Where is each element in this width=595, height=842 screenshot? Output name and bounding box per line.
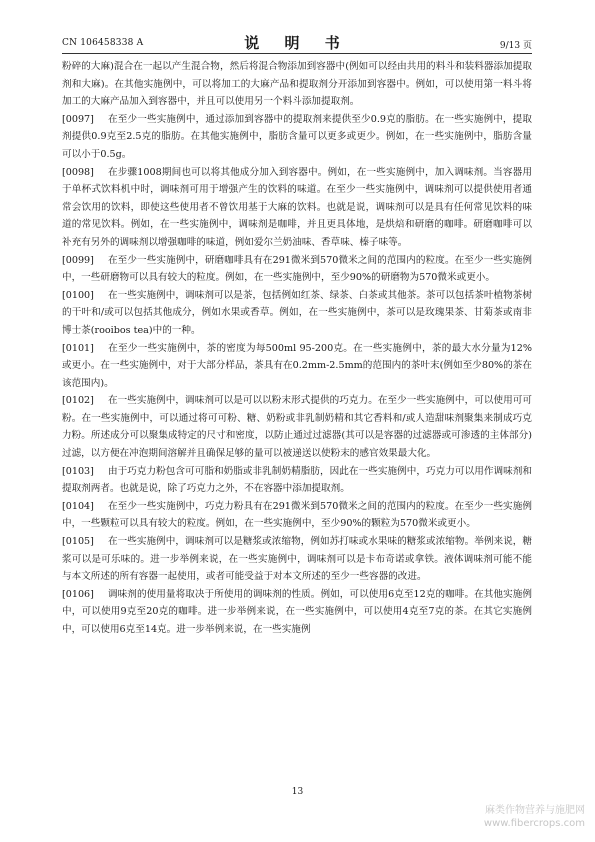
document-body bbox=[62, 58, 532, 639]
paragraph-number: [0100] bbox=[62, 289, 94, 301]
paragraph-0105 bbox=[62, 533, 532, 586]
paragraph-text: 在一些实施例中，调味剂可以是茶，包括例如红茶、绿茶、白茶或其他茶。茶可以包括茶叶植物茶树的干叶和/或可以包括其他成分，例如水果或香草。例如，在一些实施例中，茶可以是玫瑰果茶、甘菊茶或南非博士茶(rooibos tea)中的一种。 bbox=[62, 289, 532, 336]
paragraph-0102 bbox=[62, 392, 532, 462]
paragraph-0099 bbox=[62, 252, 532, 287]
paragraph-text: 在至少一些实施例中，通过添加到容器中的提取剂来提供至少0.9克的脂肪。在一些实施例中，提取剂提供0.9克至2.5克的脂肪。在其他实施例中，脂肪含量可以更多或更少。例如，在一些实施例中，脂肪含量可以小于0.5g。 bbox=[62, 113, 532, 160]
page-info: 9/13 页 bbox=[499, 41, 532, 51]
document-title: 说 明 书 bbox=[244, 34, 350, 52]
paragraph-0104 bbox=[62, 498, 532, 533]
paragraph-number: [0102] bbox=[62, 395, 94, 407]
paragraph-0103 bbox=[62, 463, 532, 498]
paragraph-text: 在至少一些实施例中，茶的密度为每500ml 95-200克。在一些实施例中，茶的最大水分量为12%或更小。在一些实施例中，对于大部分样品，茶具有在0.2mm-2.5mm的范围内的茶叶末(例如至少80%的茶在该范围内)。 bbox=[62, 342, 532, 389]
paragraph-0106 bbox=[62, 586, 532, 639]
paragraph-0097 bbox=[62, 111, 532, 164]
watermark-text: 麻类作物营养与施肥网 bbox=[485, 805, 585, 816]
paragraph-text: 在至少一些实施例中，研磨咖啡具有在291微米到570微米之间的范围内的粒度。在至少一些实施例中，一些研磨物可以具有较大的粒度。例如，在一些实施例中，至少90%的研磨物为570微米或更小。 bbox=[62, 254, 532, 284]
paragraph-number: [0097] bbox=[62, 113, 94, 125]
paragraph-text: 在一些实施例中，调味剂可以是糖浆或浓缩物，例如苏打味或水果味的糖浆或浓缩物。举例来说，糖浆可以是可乐味的。进一步举例来说，在一些实施例中，调味剂可以是卡布奇诺或拿铁。液体调味剂可能不能与本文所述的所有容器一起使用，或者可能受益于对本文所述的至少一些容器的改进。 bbox=[62, 536, 532, 583]
paragraph-number: [0101] bbox=[62, 342, 94, 354]
paragraph-text: 在步骤1008期间也可以将其他成分加入到容器中。例如，在一些实施例中，加入调味剂。当容器用于单杯式饮料机中时，调味剂可用于增强产生的饮料的味道。在至少一些实施例中，调味剂可以提供使用者通常会饮用的饮料，即使这些使用者不曾饮用基于大麻的饮料。也就是说，调味剂可以是具有任何常见饮料的味道的常见饮料。例如，在一些实施例中，调味剂是咖啡，并且更具体地，是烘焙和研磨的咖啡。研磨咖啡可以补充有另外的调味剂以增强咖啡的味道，例如爱尔兰奶油味、香草味、榛子味等。 bbox=[62, 166, 532, 248]
page-header bbox=[62, 30, 532, 52]
paragraph-number: [0103] bbox=[62, 465, 94, 477]
paragraph-text: 由于巧克力粉包含可可脂和奶脂或非乳制奶精脂肪，因此在一些实施例中，巧克力可以用作调味剂和提取剂两者。也就是说，除了巧克力之外，不在容器中添加提取剂。 bbox=[62, 465, 532, 495]
paragraph-0100 bbox=[62, 287, 532, 340]
paragraph-number: [0104] bbox=[62, 500, 94, 512]
paragraph-0101 bbox=[62, 340, 532, 393]
paragraph-number: [0105] bbox=[62, 536, 94, 548]
header-rule bbox=[62, 53, 532, 54]
publication-number: CN 106458338 A bbox=[62, 38, 144, 48]
paragraph-number: [0098] bbox=[62, 166, 94, 178]
paragraph-text: 在一些实施例中，调味剂可以是可以以粉末形式提供的巧克力。在至少一些实施例中，可以使用可可粉。在一些实施例中，可以通过将可可粉、糖、奶粉或非乳制奶精和其它香料和/或人造甜味剂聚集来制成巧克力粉。所述成分可以聚集成特定的尺寸和密度，以防止通过过滤器(其可以是容器的过滤器或可渗透的主体部分)过滤，以方便在冲泡期间溶解并且确保足够的量可以被递送以使粉末的感官效果最大化。 bbox=[62, 395, 532, 460]
paragraph-number: [0099] bbox=[62, 254, 94, 266]
paragraph-continuation bbox=[62, 58, 532, 111]
paragraph-number: [0106] bbox=[62, 588, 94, 600]
paragraph-text: 调味剂的使用量将取决于所使用的调味剂的性质。例如，可以使用6克至12克的咖啡。在其他实施例中，可以使用9克至20克的咖啡。进一步举例来说，在一些实施例中，可以使用4克至7克的茶。在其它实施例中，可以使用6克至14克。进一步举例来说，在一些实施例 bbox=[62, 588, 532, 635]
watermark-url: www.fibercrops.com bbox=[483, 818, 585, 829]
page-number: 13 bbox=[291, 787, 304, 797]
paragraph-text: 在至少一些实施例中，巧克力粉具有在291微米到570微米之间的范围内的粒度。在至少一些实施例中，一些颗粒可以具有较大的粒度。例如，在一些实施例中，至少90%的颗粒为570微米或更小。 bbox=[62, 500, 532, 530]
paragraph-text: 粉碎的大麻)混合在一起以产生混合物，然后将混合物添加到容器中(例如可以经由共用的料斗和装料器添加提取剂和大麻)。在其他实施例中，可以将加工的大麻产品和提取剂分开添加到容器中。例如，可以使用第一料斗将加工的大麻产品加入到容器中，并且可以使用另一个料斗添加提取剂。 bbox=[62, 61, 532, 108]
site-watermark bbox=[484, 804, 585, 830]
paragraph-0098 bbox=[62, 164, 532, 252]
